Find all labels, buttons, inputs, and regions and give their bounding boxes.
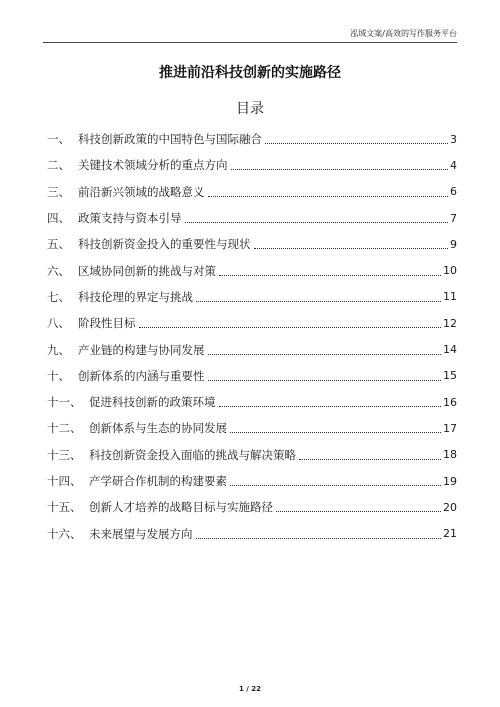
toc-entry[interactable] (47, 257, 457, 283)
toc-entry-page: 3 (450, 132, 457, 146)
toc-leader-dots (219, 274, 441, 276)
toc-entry-number: 一、 (47, 132, 70, 147)
toc-entry-label: 区域协同创新的挑战与对策 (78, 263, 216, 278)
toc-entry-number: 九、 (47, 342, 70, 357)
toc-leader-dots (208, 195, 449, 197)
toc-entry[interactable] (47, 231, 457, 257)
toc-entry-page: 15 (443, 369, 457, 383)
toc-entry-page: 7 (450, 211, 457, 225)
header-text: 泓域文案/高效的写作服务平台 (350, 29, 457, 38)
toc-entry[interactable] (47, 310, 457, 336)
toc-leader-dots (196, 537, 442, 539)
toc-entry-label: 科技伦理的界定与挑战 (78, 289, 193, 304)
toc-entry[interactable] (47, 415, 457, 441)
toc-entry-page: 19 (443, 474, 457, 488)
toc-leader-dots (185, 221, 449, 223)
toc-entry-label: 科技创新政策的中国特色与国际融合 (78, 132, 262, 147)
toc-entry-page: 9 (450, 237, 457, 251)
toc-entry[interactable] (47, 494, 457, 520)
toc-entry[interactable] (47, 152, 457, 178)
table-of-contents (47, 126, 457, 547)
toc-entry-number: 二、 (47, 158, 70, 173)
toc-entry[interactable] (47, 520, 457, 546)
toc-entry-number: 四、 (47, 211, 70, 226)
toc-leader-dots (231, 168, 449, 170)
toc-entry-label: 阶段性目标 (78, 316, 136, 331)
toc-entry-number: 十四、 (47, 474, 82, 488)
toc-entry-page: 10 (443, 264, 457, 278)
toc-entry-label: 未来展望与发展方向 (89, 526, 193, 541)
toc-entry-page: 11 (443, 290, 457, 304)
toc-heading: 目录 (236, 101, 264, 117)
toc-entry[interactable] (47, 468, 457, 494)
toc-entry-page: 16 (443, 395, 457, 409)
toc-entry-page: 17 (443, 421, 457, 435)
toc-leader-dots (276, 510, 441, 512)
toc-entry-label: 产业链的构建与协同发展 (78, 342, 205, 357)
toc-entry-label: 前沿新兴领域的战略意义 (78, 184, 205, 199)
document-title: 推进前沿科技创新的实施路径 (159, 65, 341, 81)
toc-leader-dots (219, 405, 442, 407)
toc-entry-label: 促进科技创新的政策环境 (89, 395, 216, 410)
toc-entry[interactable] (47, 389, 457, 415)
toc-entry-page: 14 (443, 343, 457, 357)
toc-leader-dots (139, 326, 442, 328)
toc-entry-number: 三、 (47, 184, 70, 199)
toc-entry-number: 七、 (47, 289, 70, 304)
toc-entry[interactable] (47, 284, 457, 310)
toc-entry-page: 21 (443, 527, 457, 541)
toc-entry-page: 18 (443, 448, 457, 462)
toc-leader-dots (230, 431, 441, 433)
toc-leader-dots (299, 458, 441, 460)
page-indicator: 1 / 22 (238, 685, 262, 693)
toc-entry-number: 十一、 (47, 395, 82, 410)
toc-entry-number: 十、 (47, 368, 70, 383)
toc-entry-label: 关键技术领域分析的重点方向 (78, 158, 228, 173)
toc-entry-number: 十五、 (47, 500, 82, 515)
toc-entry-page: 4 (450, 158, 457, 172)
toc-entry-label: 政策支持与资本引导 (78, 211, 182, 226)
header-divider (43, 42, 457, 43)
toc-entry-number: 五、 (47, 237, 70, 252)
toc-leader-dots (230, 484, 441, 486)
toc-leader-dots (208, 379, 442, 381)
toc-leader-dots (254, 247, 449, 249)
toc-entry[interactable] (47, 363, 457, 389)
toc-entry-number: 十六、 (47, 526, 82, 541)
toc-entry-number: 八、 (47, 316, 70, 331)
toc-entry[interactable] (47, 442, 457, 468)
toc-entry-label: 创新体系的内涵与重要性 (78, 368, 205, 383)
toc-entry-label: 科技创新资金投入面临的挑战与解决策略 (89, 447, 296, 462)
toc-entry[interactable] (47, 126, 457, 152)
toc-entry[interactable] (47, 205, 457, 231)
toc-entry-number: 十三、 (47, 447, 82, 462)
toc-entry-page: 12 (443, 316, 457, 330)
toc-entry-page: 6 (450, 185, 457, 199)
toc-entry[interactable] (47, 336, 457, 362)
toc-leader-dots (208, 353, 442, 355)
toc-leader-dots (196, 300, 441, 302)
toc-entry[interactable] (47, 179, 457, 205)
toc-entry-number: 十二、 (47, 421, 82, 436)
toc-leader-dots (265, 142, 448, 144)
toc-entry-label: 创新人才培养的战略目标与实施路径 (89, 500, 273, 515)
toc-entry-label: 创新体系与生态的协同发展 (89, 421, 227, 436)
toc-entry-page: 20 (443, 500, 457, 514)
toc-entry-number: 六、 (47, 263, 70, 278)
toc-entry-label: 科技创新资金投入的重要性与现状 (78, 237, 251, 252)
toc-entry-label: 产学研合作机制的构建要素 (89, 474, 227, 488)
